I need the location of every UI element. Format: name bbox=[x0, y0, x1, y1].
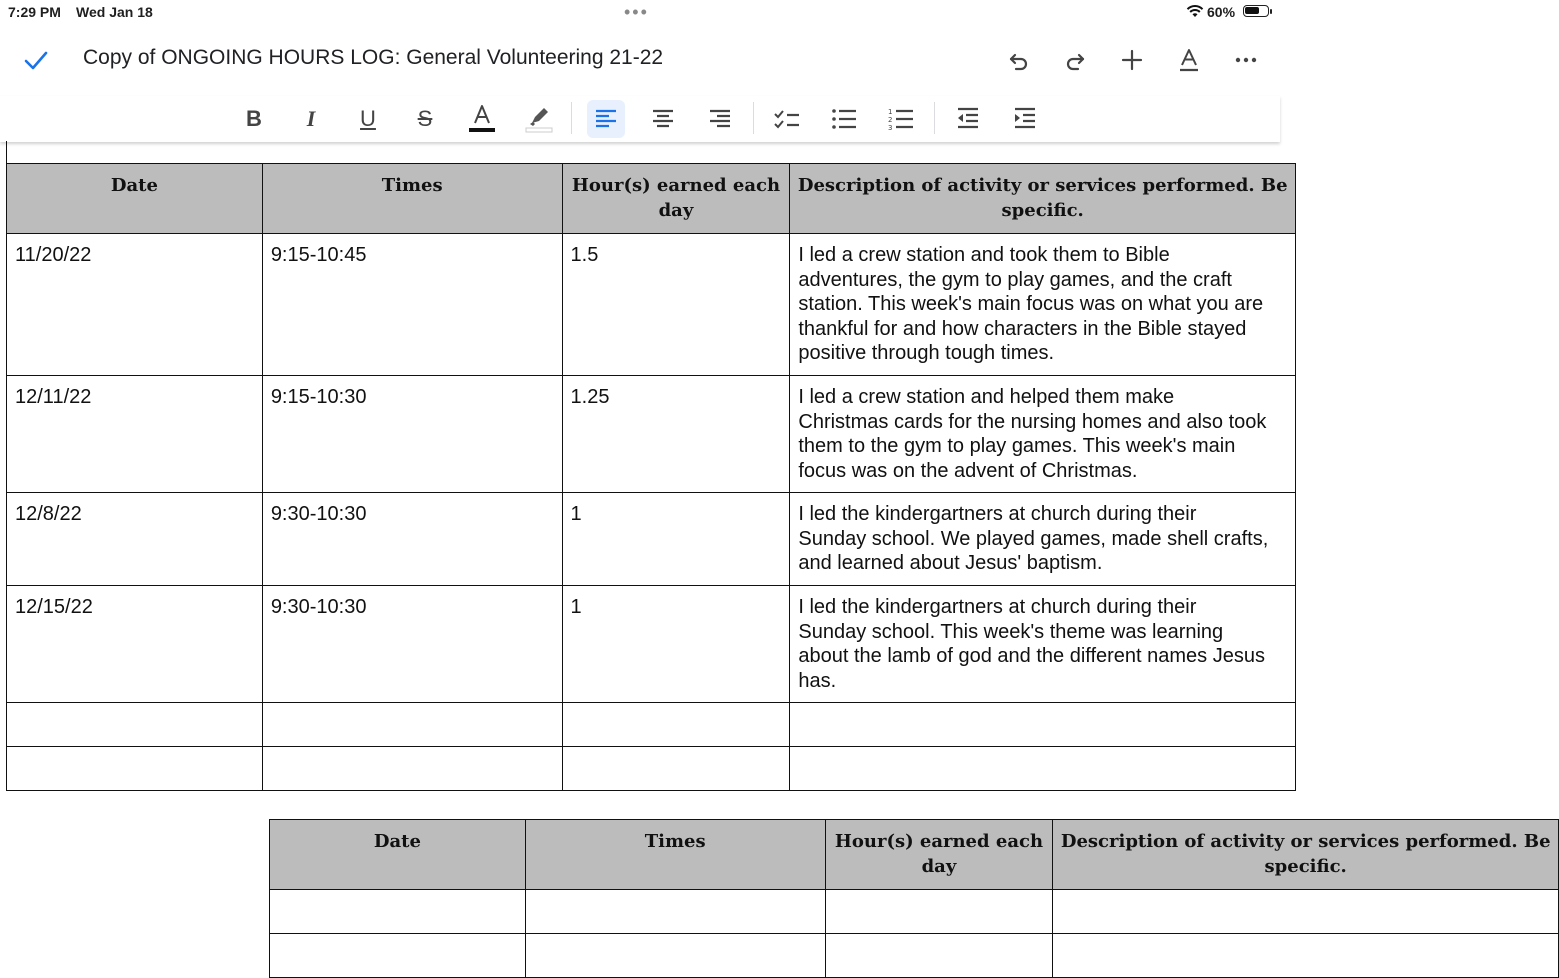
table-row-empty bbox=[7, 747, 1296, 791]
italic-icon[interactable]: I bbox=[306, 106, 316, 131]
align-center-icon[interactable] bbox=[644, 100, 682, 138]
battery-icon bbox=[1243, 5, 1269, 17]
align-left-icon[interactable] bbox=[587, 100, 625, 138]
cell-date[interactable]: 12/15/22 bbox=[7, 586, 263, 703]
cell-date[interactable]: 12/8/22 bbox=[7, 493, 263, 586]
cell-description[interactable]: I led a crew station and helped them make Christmas cards for the nursing homes and also took them to the gym to play games. This week's main focus was on the advent of Christmas. bbox=[790, 376, 1296, 493]
cell-hours[interactable]: 1.5 bbox=[562, 234, 790, 376]
header-times: Times bbox=[262, 164, 562, 234]
numbered-list-icon[interactable] bbox=[882, 100, 920, 138]
cell-empty[interactable] bbox=[1053, 934, 1559, 978]
status-bar bbox=[0, 0, 1280, 24]
cell-empty[interactable] bbox=[562, 747, 790, 791]
ellipsis-icon[interactable]: ••• bbox=[624, 2, 649, 22]
cell-empty[interactable] bbox=[525, 934, 825, 978]
cell-hours[interactable]: 1.25 bbox=[562, 376, 790, 493]
align-right-icon[interactable] bbox=[701, 100, 739, 138]
cell-times[interactable]: 9:30-10:30 bbox=[262, 493, 562, 586]
header-description: Description of activity or services performed. Be specific. bbox=[790, 164, 1296, 234]
battery-percent: 60% bbox=[1207, 4, 1236, 20]
cell-empty[interactable] bbox=[262, 703, 562, 747]
table-header-row bbox=[7, 164, 1296, 234]
checklist-icon[interactable] bbox=[768, 100, 806, 138]
strikethrough-icon[interactable]: S bbox=[417, 106, 433, 131]
table-row-empty bbox=[270, 934, 1559, 978]
cell-times[interactable]: 9:15-10:30 bbox=[262, 376, 562, 493]
cell-times[interactable]: 9:15-10:45 bbox=[262, 234, 562, 376]
cell-empty[interactable] bbox=[270, 890, 526, 934]
cell-description[interactable]: I led a crew station and took them to Bible adventures, the gym to play games, and the craft station. This week's main focus was on what you are thankful for and how characters in the Bible stayed positive through tough times. bbox=[790, 234, 1296, 376]
cell-date[interactable]: 11/20/22 bbox=[7, 234, 263, 376]
cell-empty[interactable] bbox=[790, 703, 1296, 747]
header-hours: Hour(s) earned each day bbox=[562, 164, 790, 234]
cell-empty[interactable] bbox=[790, 747, 1296, 791]
cell-empty[interactable] bbox=[7, 703, 263, 747]
underline-icon[interactable]: U bbox=[360, 106, 376, 131]
svg-text:1: 1 bbox=[888, 108, 893, 116]
header-date: Date bbox=[270, 820, 526, 890]
format-toolbar bbox=[0, 96, 1280, 142]
undo-icon[interactable] bbox=[1003, 44, 1035, 76]
table-row bbox=[7, 586, 1296, 703]
plus-icon[interactable] bbox=[1116, 44, 1148, 76]
cell-empty[interactable] bbox=[825, 934, 1053, 978]
cell-empty[interactable] bbox=[825, 890, 1053, 934]
svg-text:2: 2 bbox=[888, 116, 893, 124]
status-date: Wed Jan 18 bbox=[76, 4, 153, 20]
cell-times[interactable]: 9:30-10:30 bbox=[262, 586, 562, 703]
hours-log-table-2 bbox=[269, 819, 1559, 978]
cell-empty[interactable] bbox=[562, 703, 790, 747]
header-times: Times bbox=[525, 820, 825, 890]
increase-indent-icon[interactable] bbox=[1006, 100, 1044, 138]
text-format-icon[interactable] bbox=[1173, 44, 1205, 76]
cell-empty[interactable] bbox=[262, 747, 562, 791]
check-icon[interactable] bbox=[22, 46, 50, 74]
cell-description[interactable]: I led the kindergartners at church during their Sunday school. This week's theme was learning about the lamb of god and the different names Jesus has. bbox=[790, 586, 1296, 703]
more-icon[interactable] bbox=[1230, 44, 1262, 76]
cell-hours[interactable]: 1 bbox=[562, 586, 790, 703]
title-bar bbox=[0, 36, 1280, 84]
table-row-empty bbox=[7, 703, 1296, 747]
cell-date[interactable]: 12/11/22 bbox=[7, 376, 263, 493]
table-row bbox=[7, 376, 1296, 493]
highlight-icon[interactable] bbox=[520, 100, 558, 138]
hours-log-table bbox=[6, 163, 1296, 791]
cell-empty[interactable] bbox=[1053, 890, 1559, 934]
header-date: Date bbox=[7, 164, 263, 234]
bulleted-list-icon[interactable] bbox=[825, 100, 863, 138]
previous-table-edge bbox=[6, 141, 7, 163]
table-row bbox=[7, 234, 1296, 376]
cell-empty[interactable] bbox=[525, 890, 825, 934]
decrease-indent-icon[interactable] bbox=[949, 100, 987, 138]
redo-icon[interactable] bbox=[1059, 44, 1091, 76]
header-hours: Hour(s) earned each day bbox=[825, 820, 1053, 890]
bold-icon[interactable]: B bbox=[246, 106, 262, 131]
table-row-empty bbox=[270, 890, 1559, 934]
cell-description[interactable]: I led the kindergartners at church during their Sunday school. We played games, made shell crafts, and learned about Jesus' baptism. bbox=[790, 493, 1296, 586]
table-header-row bbox=[270, 820, 1559, 890]
text-color-icon[interactable] bbox=[463, 100, 501, 138]
document-title[interactable]: Copy of ONGOING HOURS LOG: General Volunteering 21-22 bbox=[83, 46, 664, 69]
table-row bbox=[7, 493, 1296, 586]
wifi-icon bbox=[1186, 4, 1204, 23]
status-time: 7:29 PM bbox=[8, 4, 61, 20]
cell-hours[interactable]: 1 bbox=[562, 493, 790, 586]
header-description: Description of activity or services performed. Be specific. bbox=[1053, 820, 1559, 890]
svg-text:3: 3 bbox=[888, 124, 893, 132]
cell-empty[interactable] bbox=[7, 747, 263, 791]
cell-empty[interactable] bbox=[270, 934, 526, 978]
